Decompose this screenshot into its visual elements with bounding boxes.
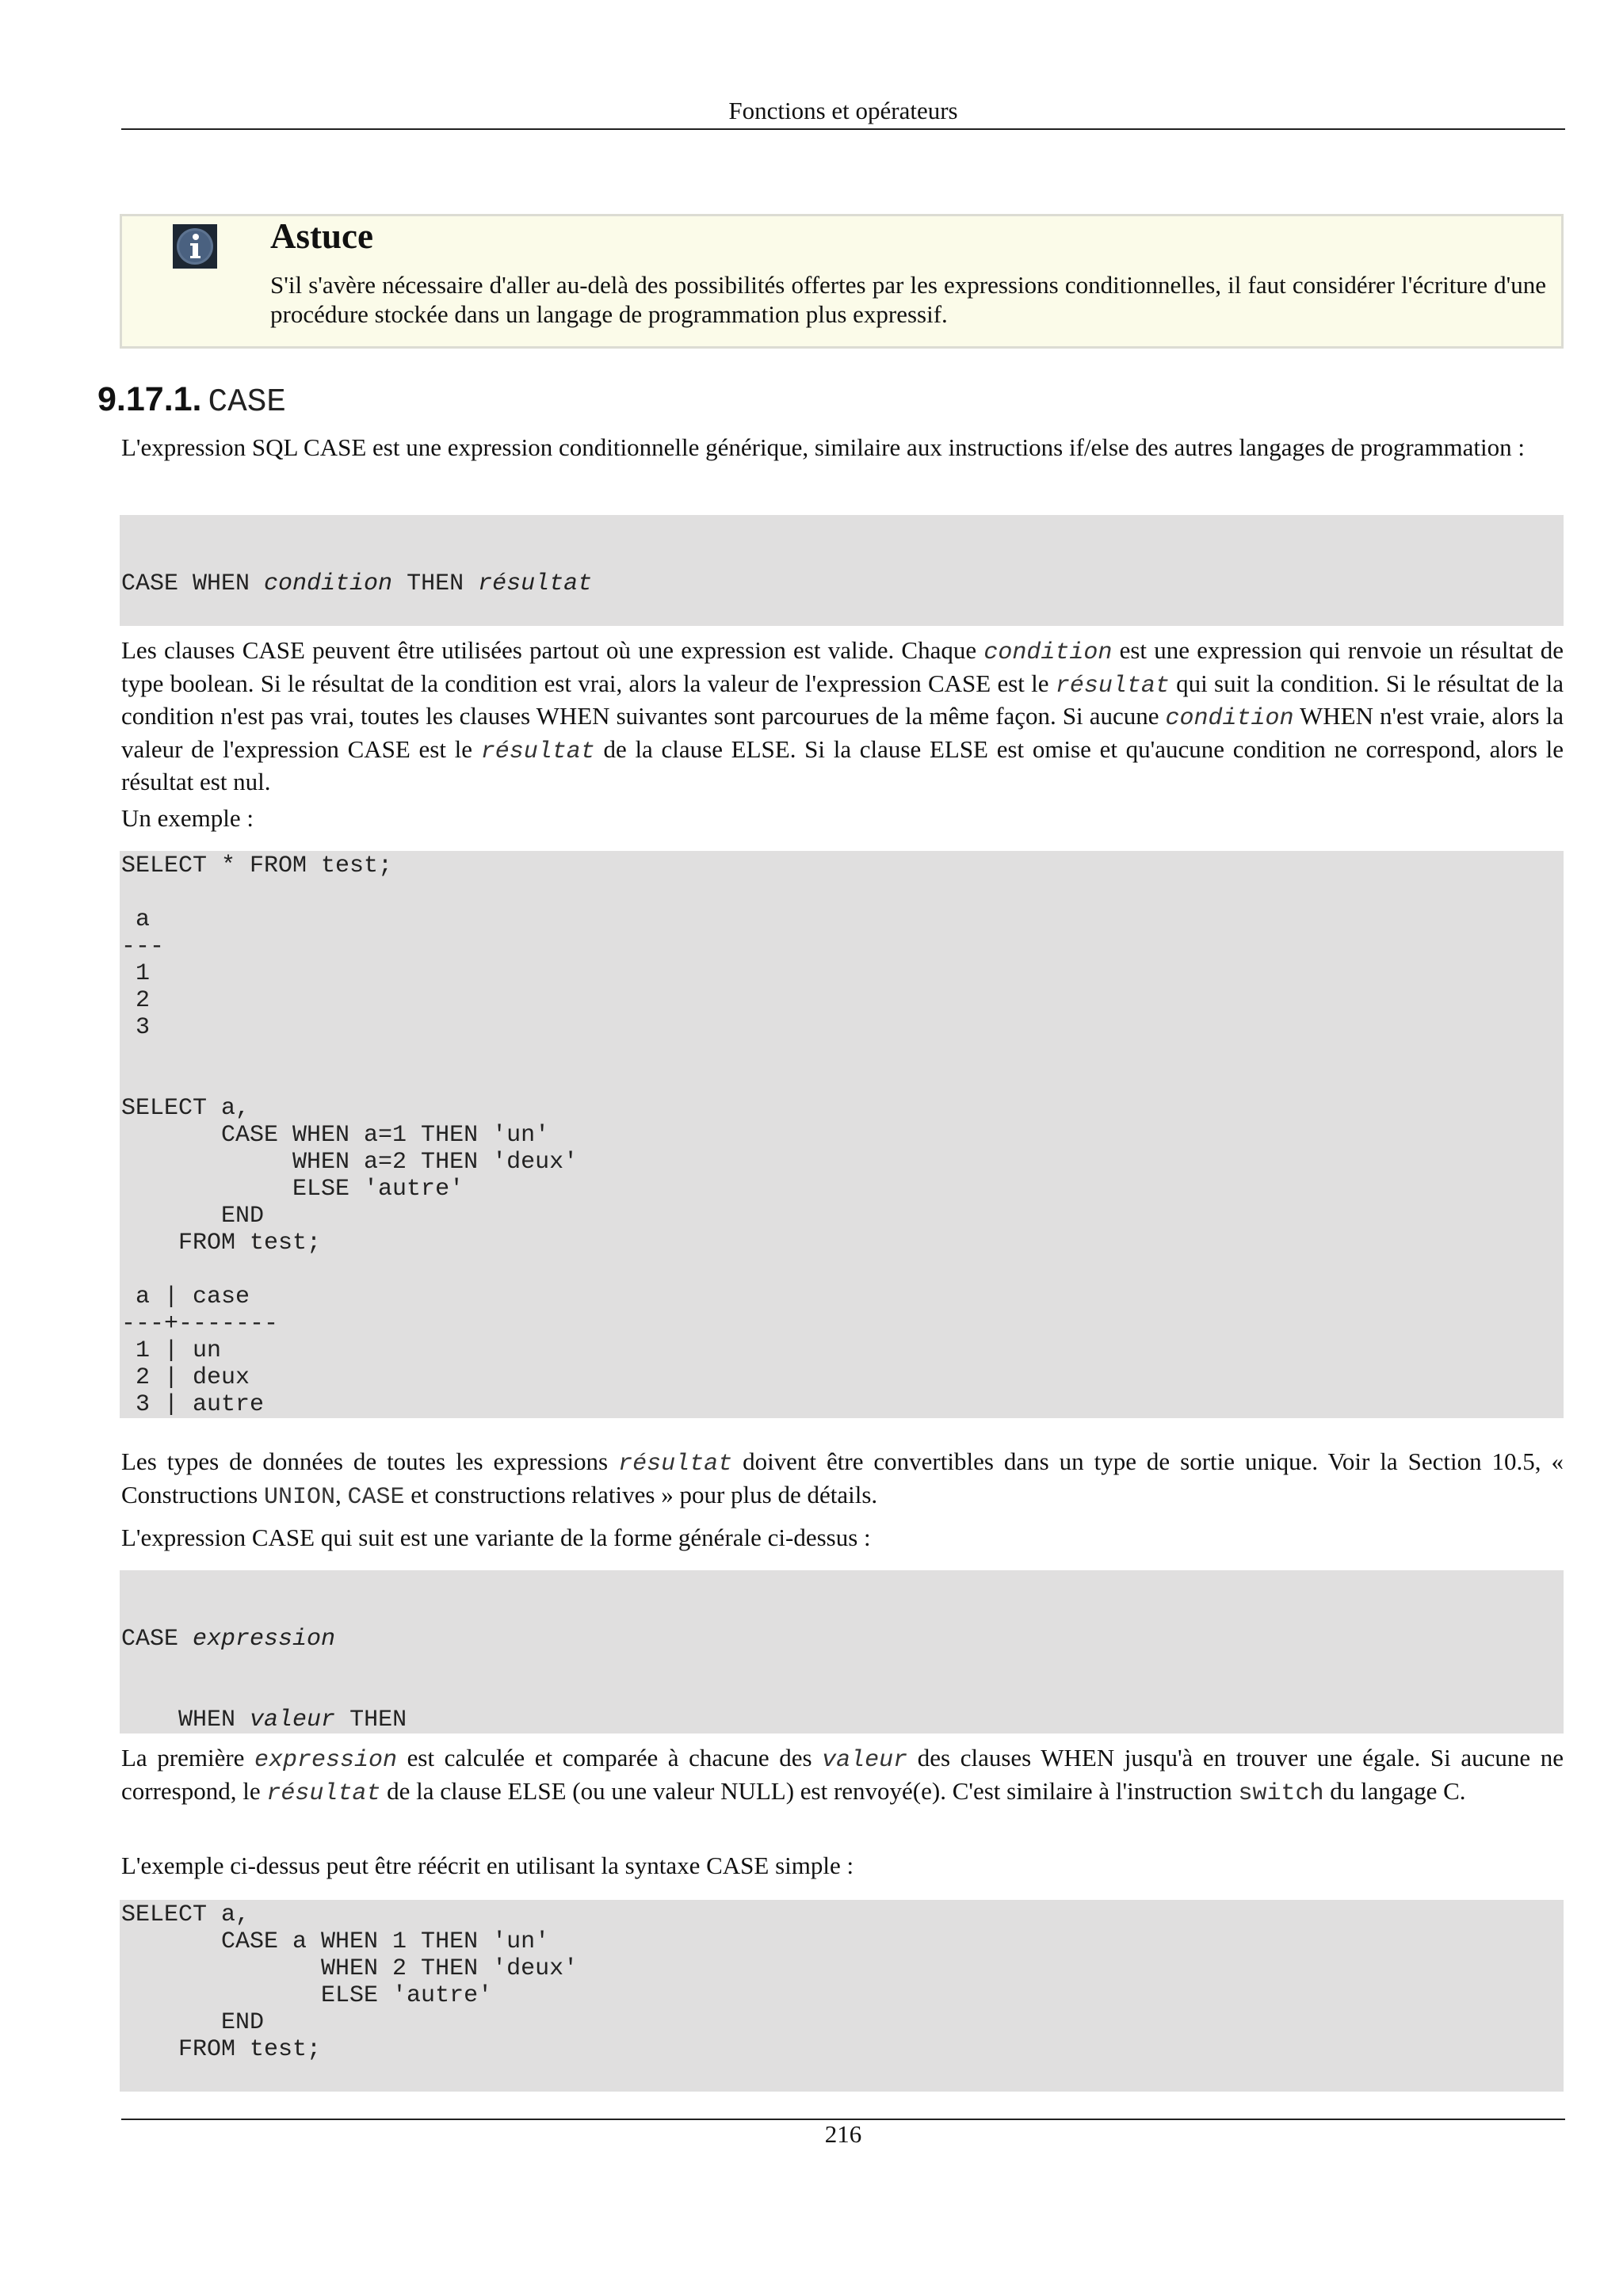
code-line: FROM test; [121,1230,322,1257]
code-block-rewritten [120,1900,1564,2092]
header-title: Fonctions et opérateurs [728,97,958,124]
code-line [121,1257,1564,1283]
code-line: ELSE 'autre' [121,1982,493,2009]
code-line: END [121,2009,265,2036]
tip-title: Astuce [270,216,373,256]
paragraph-variant: L'expression CASE qui suit est une variante de la forme générale ci-dessus : [121,1524,871,1551]
code-line: 3 [121,1014,151,1041]
code-block-example [120,851,1564,1418]
code-line: CASE WHEN a=1 THEN 'un' [121,1122,550,1149]
page-footer [121,2119,1565,2150]
code-line: 1 | un [121,1337,222,1364]
code-line: ELSE 'autre' [121,1176,464,1203]
code-line [121,1068,1564,1095]
code-block-simple-syntax [120,1570,1564,1733]
code-line: 1 [121,960,151,987]
code-line: WHEN a=2 THEN 'deux' [121,1149,579,1176]
section-title [97,379,286,420]
paragraph-case-clauses: Les clauses CASE peuvent être utilisées partout où une expression est valide. Chaque condition est une expression qui renvoie un résultat de type boolean. Si le résultat de la condition est vrai, alors la valeur de l'expression CASE est le résultat qui suit la condition. Si le résultat de la condition n'est pas vrai, toutes les clauses WHEN suivantes sont parcourues de la même façon. Si aucune condition WHEN n'est vraie, alors la valeur de l'expression CASE est le résultat de la clause ELSE. Si la clause ELSE est omise et qu'aucune condition ne correspond, alors le résultat est nul. [121,636,1564,795]
page-number: 216 [824,2120,862,2148]
tip-text: S'il s'avère nécessaire d'aller au-delà des possibilités offertes par les expressions conditionnelles, il faut considérer l'écriture d'une procédure stockée dans un langage de programmation plus expressif. [270,271,1546,328]
code-line: SELECT * FROM test; [121,852,393,879]
code-line: a [121,906,151,933]
code-block-syntax [120,515,1564,626]
code-line: ---+------- [121,1310,279,1337]
code-line: SELECT a, [121,1095,250,1122]
code-line: a | case [121,1283,250,1310]
code-line: WHEN valeur THEN [121,1707,407,1733]
code-line [121,879,1564,906]
code-line: CASE expression [121,1626,336,1653]
code-line [121,1041,1564,1068]
info-icon [173,224,217,269]
paragraph-intro: L'expression SQL CASE est une expression conditionnelle générique, similaire aux instructions if/else des autres langages de programmation : [121,433,1526,461]
section-number: 9.17.1. [97,380,202,418]
paragraph-example-label: Un exemple : [121,804,254,832]
section-code: CASE [208,384,286,421]
code-line: WHEN 2 THEN 'deux' [121,1955,579,1982]
code-line: CASE WHEN condition THEN résultat [121,570,593,597]
paragraph-rewrite: L'exemple ci-dessus peut être réécrit en utilisant la syntaxe CASE simple : [121,1852,854,1879]
code-line: 2 [121,987,151,1014]
code-line: FROM test; [121,2036,322,2063]
code-line: --- [121,933,165,960]
tip-box [120,214,1564,349]
code-line: END [121,1203,265,1230]
code-line: SELECT a, [121,1901,250,1928]
paragraph-types: Les types de données de toutes les expressions résultat doivent être convertibles dans un type de sortie unique. Voir la Section 10.5, « Constructions UNION, CASE et constructions relatives » pour plus de détails. [121,1447,1564,1511]
code-line: 2 | deux [121,1364,250,1391]
code-line: 3 | autre [121,1391,265,1418]
code-line: CASE a WHEN 1 THEN 'un' [121,1928,550,1955]
paragraph-evaluation: La première expression est calculée et comparée à chacune des valeur des clauses WHEN jusqu'à en trouver une égale. Si aucune ne correspond, le résultat de la clause ELSE (ou une valeur NULL) est renvoyé(e). C'est similaire à l'instruction switch du langage C. [121,1744,1564,1807]
page-header [121,93,1565,130]
